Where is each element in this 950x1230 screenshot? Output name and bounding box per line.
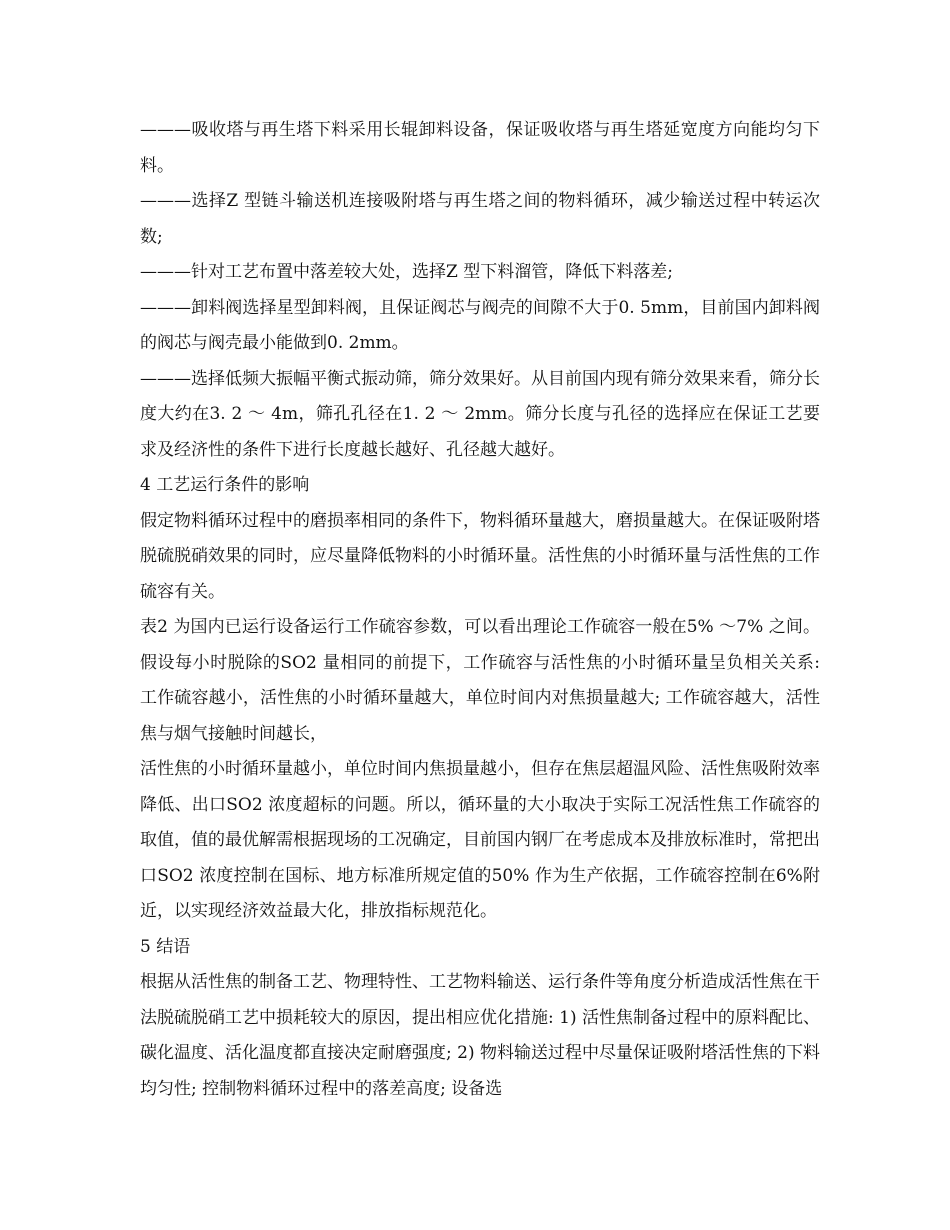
section-4-paragraph: 表2 为国内已运行设备运行工作硫容参数，可以看出理论工作硫容一般在5% ～7% 之间。假设每小时脱除的SO2 量相同的前提下，工作硫容与活性焦的小时循环量呈负相关关系: 工作硫容越小，活性焦的小时循环量越大，单位时间内对焦损量越大; 工作硫容越大，活性焦与烟气接触时间越长，	[140, 617, 820, 744]
section-5-paragraph: 根据从活性焦的制备工艺、物理特性、工艺物料输送、运行条件等角度分析造成活性焦在干法脱硫脱硝工艺中损耗较大的原因，提出相应优化措施: 1) 活性焦制备过程中的原料配比、碳化温度、活化温度都直接决定耐磨强度; 2) 物料输送过程中尽量保证吸附塔活性焦的下料均匀性; 控制物料循环过程中的落差高度; 设备选	[140, 972, 820, 1099]
bullet-paragraph-vibrating-screen: ———选择低频大振幅平衡式振动筛，筛分效果好。从目前国内现有筛分效果来看，筛分长度大约在3. 2 ～ 4m，筛孔孔径在1. 2 ～ 2mm。筛分长度与孔径的选择应在保证工艺要求及经济性的条件下进行长度越长越好、孔径越大越好。	[140, 368, 820, 460]
bullet-paragraph-z-chute: ———针对工艺布置中落差较大处，选择Z 型下料溜管，降低下料落差;	[140, 262, 673, 282]
section-4-heading: 4 工艺运行条件的影响	[140, 475, 310, 495]
bullet-paragraph-discharge-valve: ———卸料阀选择星型卸料阀，且保证阀芯与阀壳的间隙不大于0. 5mm，目前国内卸料阀的阀芯与阀壳最小能做到0. 2mm。	[140, 297, 820, 353]
document-page	[140, 113, 820, 1107]
section-4-paragraph: 假定物料循环过程中的磨损率相同的条件下，物料循环量越大，磨损量越大。在保证吸附塔脱硫脱硝效果的同时，应尽量降低物料的小时循环量。活性焦的小时循环量与活性焦的工作硫容有关。	[140, 510, 820, 602]
bullet-paragraph-long-roller: ———吸收塔与再生塔下料采用长辊卸料设备，保证吸收塔与再生塔延宽度方向能均匀下料。	[140, 120, 820, 176]
section-4-paragraph: 活性焦的小时循环量越小，单位时间内焦损量越小，但存在焦层超温风险、活性焦吸附效率降低、出口SO2 浓度超标的问题。所以，循环量的大小取决于实际工况活性焦工作硫容的取值，值的最优解需根据现场的工况确定，目前国内钢厂在考虑成本及排放标准时，常把出口SO2 浓度控制在国标、地方标准所规定值的50% 作为生产依据，工作硫容控制在6%附近，以实现经济效益最大化，排放指标规范化。	[140, 759, 820, 921]
section-5-heading: 5 结语	[140, 936, 191, 957]
bullet-paragraph-z-conveyor: ———选择Z 型链斗输送机连接吸附塔与再生塔之间的物料循环，减少输送过程中转运次数;	[140, 191, 820, 247]
